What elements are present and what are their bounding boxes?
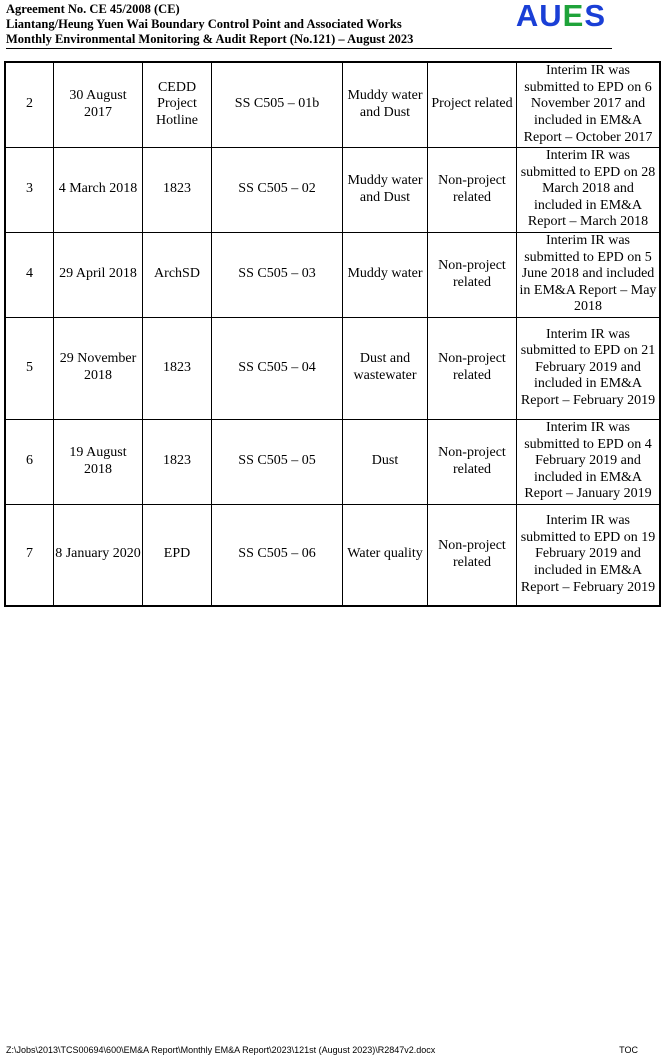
reference-number: SS C505 – 02 bbox=[212, 147, 343, 232]
complaint-source: 1823 bbox=[143, 317, 212, 419]
project-relation: Non-project related bbox=[428, 504, 517, 606]
complaint-date: 29 April 2018 bbox=[54, 232, 143, 317]
logo-letter-s: S bbox=[584, 0, 606, 33]
complaint-type: Water quality bbox=[343, 504, 428, 606]
row-number: 7 bbox=[5, 504, 54, 606]
row-number: 2 bbox=[5, 62, 54, 147]
complaint-source: 1823 bbox=[143, 419, 212, 504]
table-row bbox=[5, 504, 660, 606]
follow-up-action: Interim IR was submitted to EPD on 21 February 2019 and included in EM&A Report – February 2019 bbox=[517, 317, 661, 419]
table-row bbox=[5, 62, 660, 147]
follow-up-action: Interim IR was submitted to EPD on 6 November 2017 and included in EM&A Report – October 2017 bbox=[517, 62, 661, 147]
complaint-type: Muddy water and Dust bbox=[343, 147, 428, 232]
reference-number: SS C505 – 05 bbox=[212, 419, 343, 504]
row-number: 6 bbox=[5, 419, 54, 504]
complaint-source: CEDD Project Hotline bbox=[143, 62, 212, 147]
project-relation: Non-project related bbox=[428, 419, 517, 504]
complaint-date: 19 August 2018 bbox=[54, 419, 143, 504]
complaint-date: 4 March 2018 bbox=[54, 147, 143, 232]
logo-letter-a: A bbox=[515, 0, 540, 33]
complaint-date: 29 November 2018 bbox=[54, 317, 143, 419]
file-path: Z:\Jobs\2013\TCS00694\600\EM&A Report\Monthly EM&A Report\2023\121st (August 2023)\R2847v2.docx bbox=[6, 1045, 436, 1055]
complaint-source: EPD bbox=[143, 504, 212, 606]
follow-up-action: Interim IR was submitted to EPD on 5 June 2018 and included in EM&A Report – May 2018 bbox=[517, 232, 661, 317]
project-relation: Non-project related bbox=[428, 232, 517, 317]
logo-letter-e: E bbox=[562, 0, 585, 33]
reference-number: SS C505 – 06 bbox=[212, 504, 343, 606]
table-row bbox=[5, 317, 660, 419]
reference-number: SS C505 – 03 bbox=[212, 232, 343, 317]
logo-letter-u: U bbox=[539, 0, 563, 33]
table-row bbox=[5, 147, 660, 232]
complaint-type: Muddy water and Dust bbox=[343, 62, 428, 147]
report-title: Monthly Environmental Monitoring & Audit Report (No.121) – August 2023 bbox=[6, 32, 414, 46]
toc-link[interactable]: TOC bbox=[619, 1045, 638, 1055]
project-relation: Non-project related bbox=[428, 147, 517, 232]
page-header bbox=[6, 2, 612, 49]
complaint-source: 1823 bbox=[143, 147, 212, 232]
reference-number: SS C505 – 04 bbox=[212, 317, 343, 419]
reference-number: SS C505 – 01b bbox=[212, 62, 343, 147]
table-row bbox=[5, 232, 660, 317]
row-number: 5 bbox=[5, 317, 54, 419]
follow-up-action: Interim IR was submitted to EPD on 4 February 2019 and included in EM&A Report – January 2019 bbox=[517, 419, 661, 504]
complaint-source: ArchSD bbox=[143, 232, 212, 317]
follow-up-action: Interim IR was submitted to EPD on 19 February 2019 and included in EM&A Report – February 2019 bbox=[517, 504, 661, 606]
complaint-log-table bbox=[4, 61, 661, 607]
project-relation: Non-project related bbox=[428, 317, 517, 419]
complaint-date: 8 January 2020 bbox=[54, 504, 143, 606]
agreement-number: Agreement No. CE 45/2008 (CE) bbox=[6, 2, 180, 16]
aues-logo bbox=[516, 0, 606, 34]
complaint-date: 30 August 2017 bbox=[54, 62, 143, 147]
row-number: 4 bbox=[5, 232, 54, 317]
complaint-type: Dust bbox=[343, 419, 428, 504]
table-row bbox=[5, 419, 660, 504]
project-title: Liantang/Heung Yuen Wai Boundary Control Point and Associated Works bbox=[6, 17, 402, 31]
complaint-type: Dust and wastewater bbox=[343, 317, 428, 419]
complaint-type: Muddy water bbox=[343, 232, 428, 317]
row-number: 3 bbox=[5, 147, 54, 232]
follow-up-action: Interim IR was submitted to EPD on 28 March 2018 and included in EM&A Report – March 2018 bbox=[517, 147, 661, 232]
project-relation: Project related bbox=[428, 62, 517, 147]
